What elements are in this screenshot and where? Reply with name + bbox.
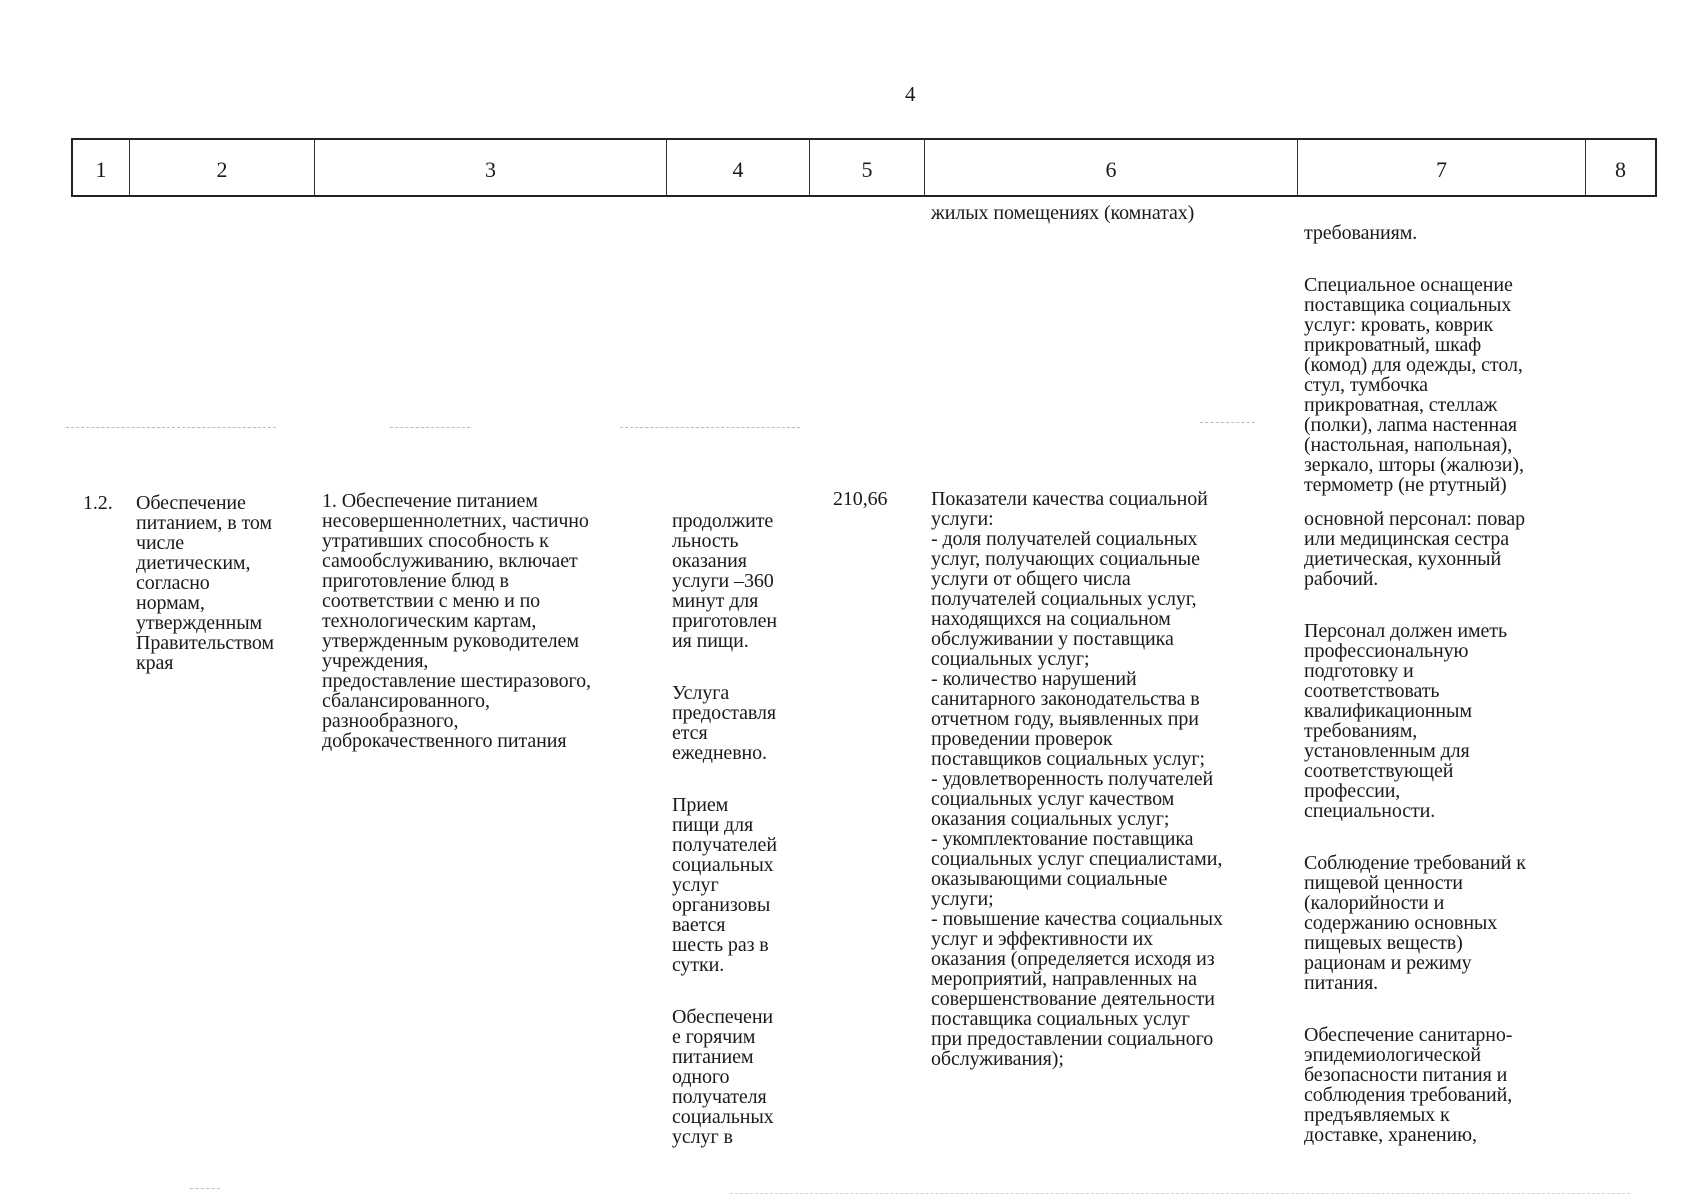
header-col-6: 6 (925, 140, 1298, 195)
header-col-5: 5 (810, 140, 925, 195)
staff-requirements: основной персонал: повар или медицинская сестра диетическая, кухонный рабочий. (1304, 508, 1526, 590)
header-col-2: 2 (130, 140, 315, 195)
scan-mark (190, 1188, 220, 1189)
meal-schedule: Прием пищи для получателей социальных услуг организовы вается шесть раз в сутки. (672, 794, 777, 976)
service-conditions (1304, 489, 1526, 1165)
nutrition-requirements: Соблюдение требований к пищевой ценности (калорийности и содержанию основных пищевых веществ) рационам и режиму питания. (1304, 852, 1526, 994)
staff-qualification: Персонал должен иметь профессиональную подготовку и соответствовать квалификационным требованиям, установленным для соответствующей профессии, специальности. (1304, 620, 1507, 822)
page-number: 4 (905, 82, 916, 106)
quality-indicators: Показатели качества социальной услуги: - доля получателей социальных услуг, получающих социальные услуги от общего числа получателей социальных услуг, находящихся на социальном обслуживании у поставщика социальных услуг; - количество нарушений санитарного законодательства в отчетном году, выявленных при проведении проверок поставщиков социальных услуг; - удовлетворенность получателей социальных услуг качеством оказания социальных услуг; - укомплектование поставщика социальных услуг специалистами, оказывающими социальные услуги; - повышение качества социальных услуг и эффективности их оказания (определяется исходя из мероприятий, направленных на совершенствование деятельности поставщика социальных услуг при предоставлении социального обслуживания); (931, 488, 1223, 1070)
row-separator (620, 427, 800, 428)
row-separator (66, 427, 276, 428)
row-separator (390, 427, 470, 428)
continuation-col7 (1304, 203, 1524, 515)
continuation-col7-equipment: Специальное оснащение поставщика социальных услуг: кровать, коврик прикроватный, шкаф (комод) для одежды, стол, стул, тумбочка прикроватная, стеллаж (полки), лапма настенная (настольная, напольная), зеркало, шторы (жалюзи), термометр (не ртутный) (1304, 274, 1524, 496)
hot-meal-provision: Обеспечени е горячим питанием одного получателя социальных услуг в (672, 1006, 774, 1148)
header-col-1: 1 (73, 140, 130, 195)
row-number: 1.2. (83, 492, 113, 514)
continuation-col6-text: жилых помещениях (комнатах) (931, 202, 1195, 224)
header-col-3: 3 (315, 140, 667, 195)
service-frequency: Услуга предоставля ется ежедневно. (672, 682, 776, 764)
scan-mark (730, 1193, 1630, 1194)
service-duration: продолжите льность оказания услуги –360 минут для приготовлен ия пищи. (672, 510, 777, 652)
header-col-8: 8 (1615, 156, 1626, 182)
continuation-col7-line: требованиям. (1304, 222, 1418, 244)
header-col-4: 4 (667, 140, 810, 195)
service-terms (672, 491, 777, 1167)
service-description: 1. Обеспечение питанием несовершеннолетних, частично утративших способность к самообслуживанию, включает приготовление блюд в соответствии с меню и по технологическим картам, утвержденным руководителем учреждения, предоставление шестиразового, сбалансированного, разнообразного, доброкачественного питания (322, 490, 591, 752)
table-header-row (71, 138, 1657, 197)
header-col-7: 7 (1298, 140, 1586, 195)
sanitary-requirements: Обеспечение санитарно- эпидемиологической безопасности питания и соблюдения требований, предъявляемых к доставке, хранению, (1304, 1024, 1513, 1146)
service-price: 210,66 (833, 488, 888, 510)
row-separator (1200, 422, 1255, 423)
service-name: Обеспечение питанием, в том числе диетическим, согласно нормам, утвержденным Правительством края (136, 492, 274, 674)
